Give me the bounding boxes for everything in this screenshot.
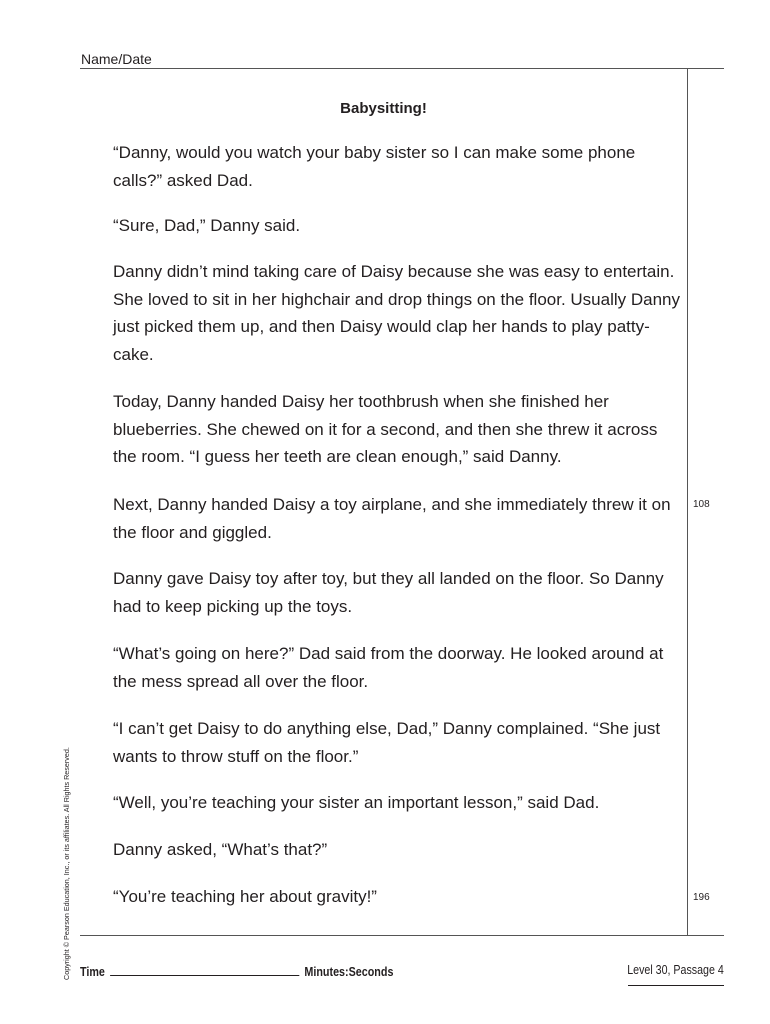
word-count-marker: 196 — [693, 892, 710, 903]
level-passage-label: Level 30, Passage 4 — [627, 962, 724, 977]
paragraph: “You’re teaching her about gravity!” — [113, 887, 377, 906]
paragraph: “What’s going on here?” Dad said from the doorway. He looked around at the mess spread all over the floor. — [113, 644, 664, 691]
timing-footer — [80, 963, 393, 979]
paragraph: Today, Danny handed Daisy her toothbrush when she finished her blueberries. She chewed on it for a second, and then she threw it across the room. “I guess her teeth are clean enough,” said Danny. — [113, 392, 658, 466]
time-label: Time — [80, 965, 105, 979]
paragraph: “Sure, Dad,” Danny said. — [113, 216, 301, 235]
paragraph: “I can’t get Daisy to do anything else, Dad,” Danny complained. “She just wants to throw stuff on the floor.” — [113, 719, 661, 766]
top-rule — [80, 68, 724, 69]
copyright-notice: Copyright © Pearson Education, Inc., or its affiliates. All Rights Reserved. — [62, 747, 71, 980]
paragraph: Next, Danny handed Daisy a toy airplane, and she immediately threw it on the floor and giggled. — [113, 495, 671, 542]
passage-title: Babysitting! — [340, 100, 427, 117]
paragraph: “Danny, would you watch your baby sister so I can make some phone calls?” asked Dad. — [113, 143, 636, 190]
paragraph: “Well, you’re teaching your sister an important lesson,” said Dad. — [113, 793, 600, 812]
paragraph: Danny asked, “What’s that?” — [113, 840, 328, 859]
minutes-seconds-label: Minutes:Seconds — [304, 965, 394, 979]
margin-divider — [687, 68, 688, 936]
paragraph: Danny didn’t mind taking care of Daisy because she was easy to entertain. She loved to sit in her highchair and drop things on the floor. Usually Danny just picked them up, and then Daisy would clap her hands to play patty-cake. — [113, 262, 681, 364]
bottom-rule — [80, 935, 724, 936]
name-date-label: Name/Date — [81, 51, 152, 67]
paragraph: Danny gave Daisy toy after toy, but they all landed on the floor. So Danny had to keep picking up the toys. — [113, 569, 664, 616]
word-count-marker: 108 — [693, 499, 710, 510]
time-entry-line[interactable] — [110, 963, 299, 976]
level-underline — [628, 985, 724, 986]
